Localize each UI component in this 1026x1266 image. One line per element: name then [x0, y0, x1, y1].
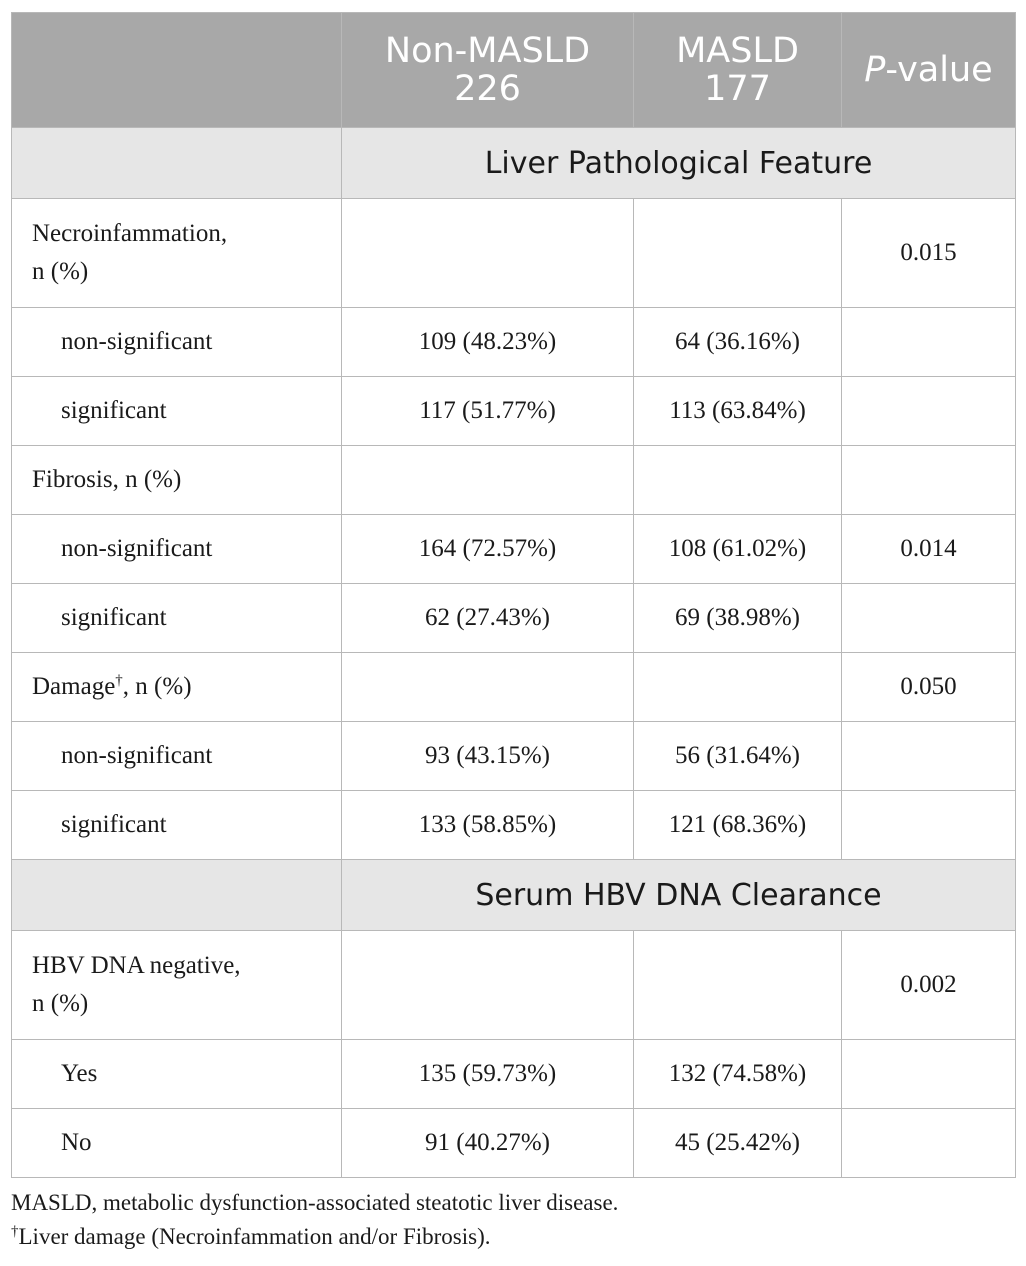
empty-cell [342, 653, 634, 722]
empty-cell [342, 931, 634, 1040]
row-label: significant [12, 377, 342, 446]
footnote-abbreviation: MASLD, metabolic dysfunction-associated steatotic liver disease. [11, 1190, 619, 1215]
non-masld-value: 164 (72.57%) [342, 515, 634, 584]
table-row [12, 722, 1016, 791]
group-label-line2: n (%) [32, 258, 89, 285]
section-header-empty [12, 128, 342, 199]
non-masld-value: 117 (51.77%) [342, 377, 634, 446]
row-label: significant [12, 791, 342, 860]
p-value-cell [842, 308, 1016, 377]
dagger-symbol: † [11, 1223, 19, 1240]
results-table [11, 12, 1016, 1178]
p-value-cell: 0.015 [842, 199, 1016, 308]
non-masld-value: 91 (40.27%) [342, 1109, 634, 1178]
p-value-cell [842, 377, 1016, 446]
p-value-cell [842, 446, 1016, 515]
section-header-row [12, 860, 1016, 931]
empty-cell [634, 199, 842, 308]
group-row-necroinflammation [12, 199, 1016, 308]
group-label-line1: HBV DNA negative, [32, 952, 241, 979]
header-non-masld-label: Non-MASLD [384, 31, 591, 71]
row-label: No [12, 1109, 342, 1178]
group-row-hbv-dna [12, 931, 1016, 1040]
table-container [11, 12, 1015, 1178]
p-value-cell [842, 722, 1016, 791]
header-masld-label: MASLD [676, 31, 799, 71]
row-label: Yes [12, 1040, 342, 1109]
table-row [12, 791, 1016, 860]
group-row-damage [12, 653, 1016, 722]
group-label [12, 931, 342, 1040]
masld-value: 121 (68.36%) [634, 791, 842, 860]
non-masld-value: 133 (58.85%) [342, 791, 634, 860]
header-masld-count: 177 [704, 69, 771, 109]
group-label-main: Damage [32, 673, 116, 700]
row-label: non-significant [12, 308, 342, 377]
masld-value: 69 (38.98%) [634, 584, 842, 653]
masld-value: 45 (25.42%) [634, 1109, 842, 1178]
row-label: significant [12, 584, 342, 653]
section-header-row [12, 128, 1016, 199]
table-row [12, 584, 1016, 653]
group-label [12, 199, 342, 308]
dagger-text: Liver damage (Necroinfammation and/or Fibrosis). [18, 1224, 491, 1249]
masld-value: 132 (74.58%) [634, 1040, 842, 1109]
p-value-cell: 0.002 [842, 931, 1016, 1040]
empty-cell [634, 653, 842, 722]
table-row [12, 1040, 1016, 1109]
table-row [12, 1109, 1016, 1178]
table-row [12, 308, 1016, 377]
group-label [12, 653, 342, 722]
group-label-line1: Necroinfammation, [32, 220, 228, 247]
header-non-masld-count: 226 [454, 69, 521, 109]
dagger-mark: † [115, 672, 123, 689]
row-label: non-significant [12, 722, 342, 791]
p-value-cell: 0.050 [842, 653, 1016, 722]
header-masld [634, 13, 842, 128]
section-title: Liver Pathological Feature [342, 128, 1016, 199]
masld-value: 64 (36.16%) [634, 308, 842, 377]
header-p-italic: P [864, 50, 886, 90]
section-title: Serum HBV DNA Clearance [342, 860, 1016, 931]
header-p-value [842, 13, 1016, 128]
group-label: Fibrosis, n (%) [12, 446, 342, 515]
empty-cell [634, 931, 842, 1040]
masld-value: 56 (31.64%) [634, 722, 842, 791]
p-value-cell [842, 1040, 1016, 1109]
header-empty-cell [12, 13, 342, 128]
section-header-empty [12, 860, 342, 931]
header-non-masld [342, 13, 634, 128]
footnote-dagger [11, 1220, 1015, 1254]
empty-cell [634, 446, 842, 515]
masld-value: 113 (63.84%) [634, 377, 842, 446]
footnotes [11, 1186, 1015, 1254]
non-masld-value: 93 (43.15%) [342, 722, 634, 791]
table-row [12, 377, 1016, 446]
masld-value: 108 (61.02%) [634, 515, 842, 584]
group-row-fibrosis [12, 446, 1016, 515]
table-row [12, 515, 1016, 584]
p-value-cell: 0.014 [842, 515, 1016, 584]
non-masld-value: 62 (27.43%) [342, 584, 634, 653]
non-masld-value: 109 (48.23%) [342, 308, 634, 377]
table-header-row [12, 13, 1016, 128]
p-value-cell [842, 791, 1016, 860]
group-label-rest: , n (%) [122, 673, 192, 700]
p-value-cell [842, 1109, 1016, 1178]
header-p-rest: -value [885, 50, 993, 90]
group-label-line2: n (%) [32, 990, 89, 1017]
non-masld-value: 135 (59.73%) [342, 1040, 634, 1109]
empty-cell [342, 199, 634, 308]
p-value-cell [842, 584, 1016, 653]
row-label: non-significant [12, 515, 342, 584]
empty-cell [342, 446, 634, 515]
